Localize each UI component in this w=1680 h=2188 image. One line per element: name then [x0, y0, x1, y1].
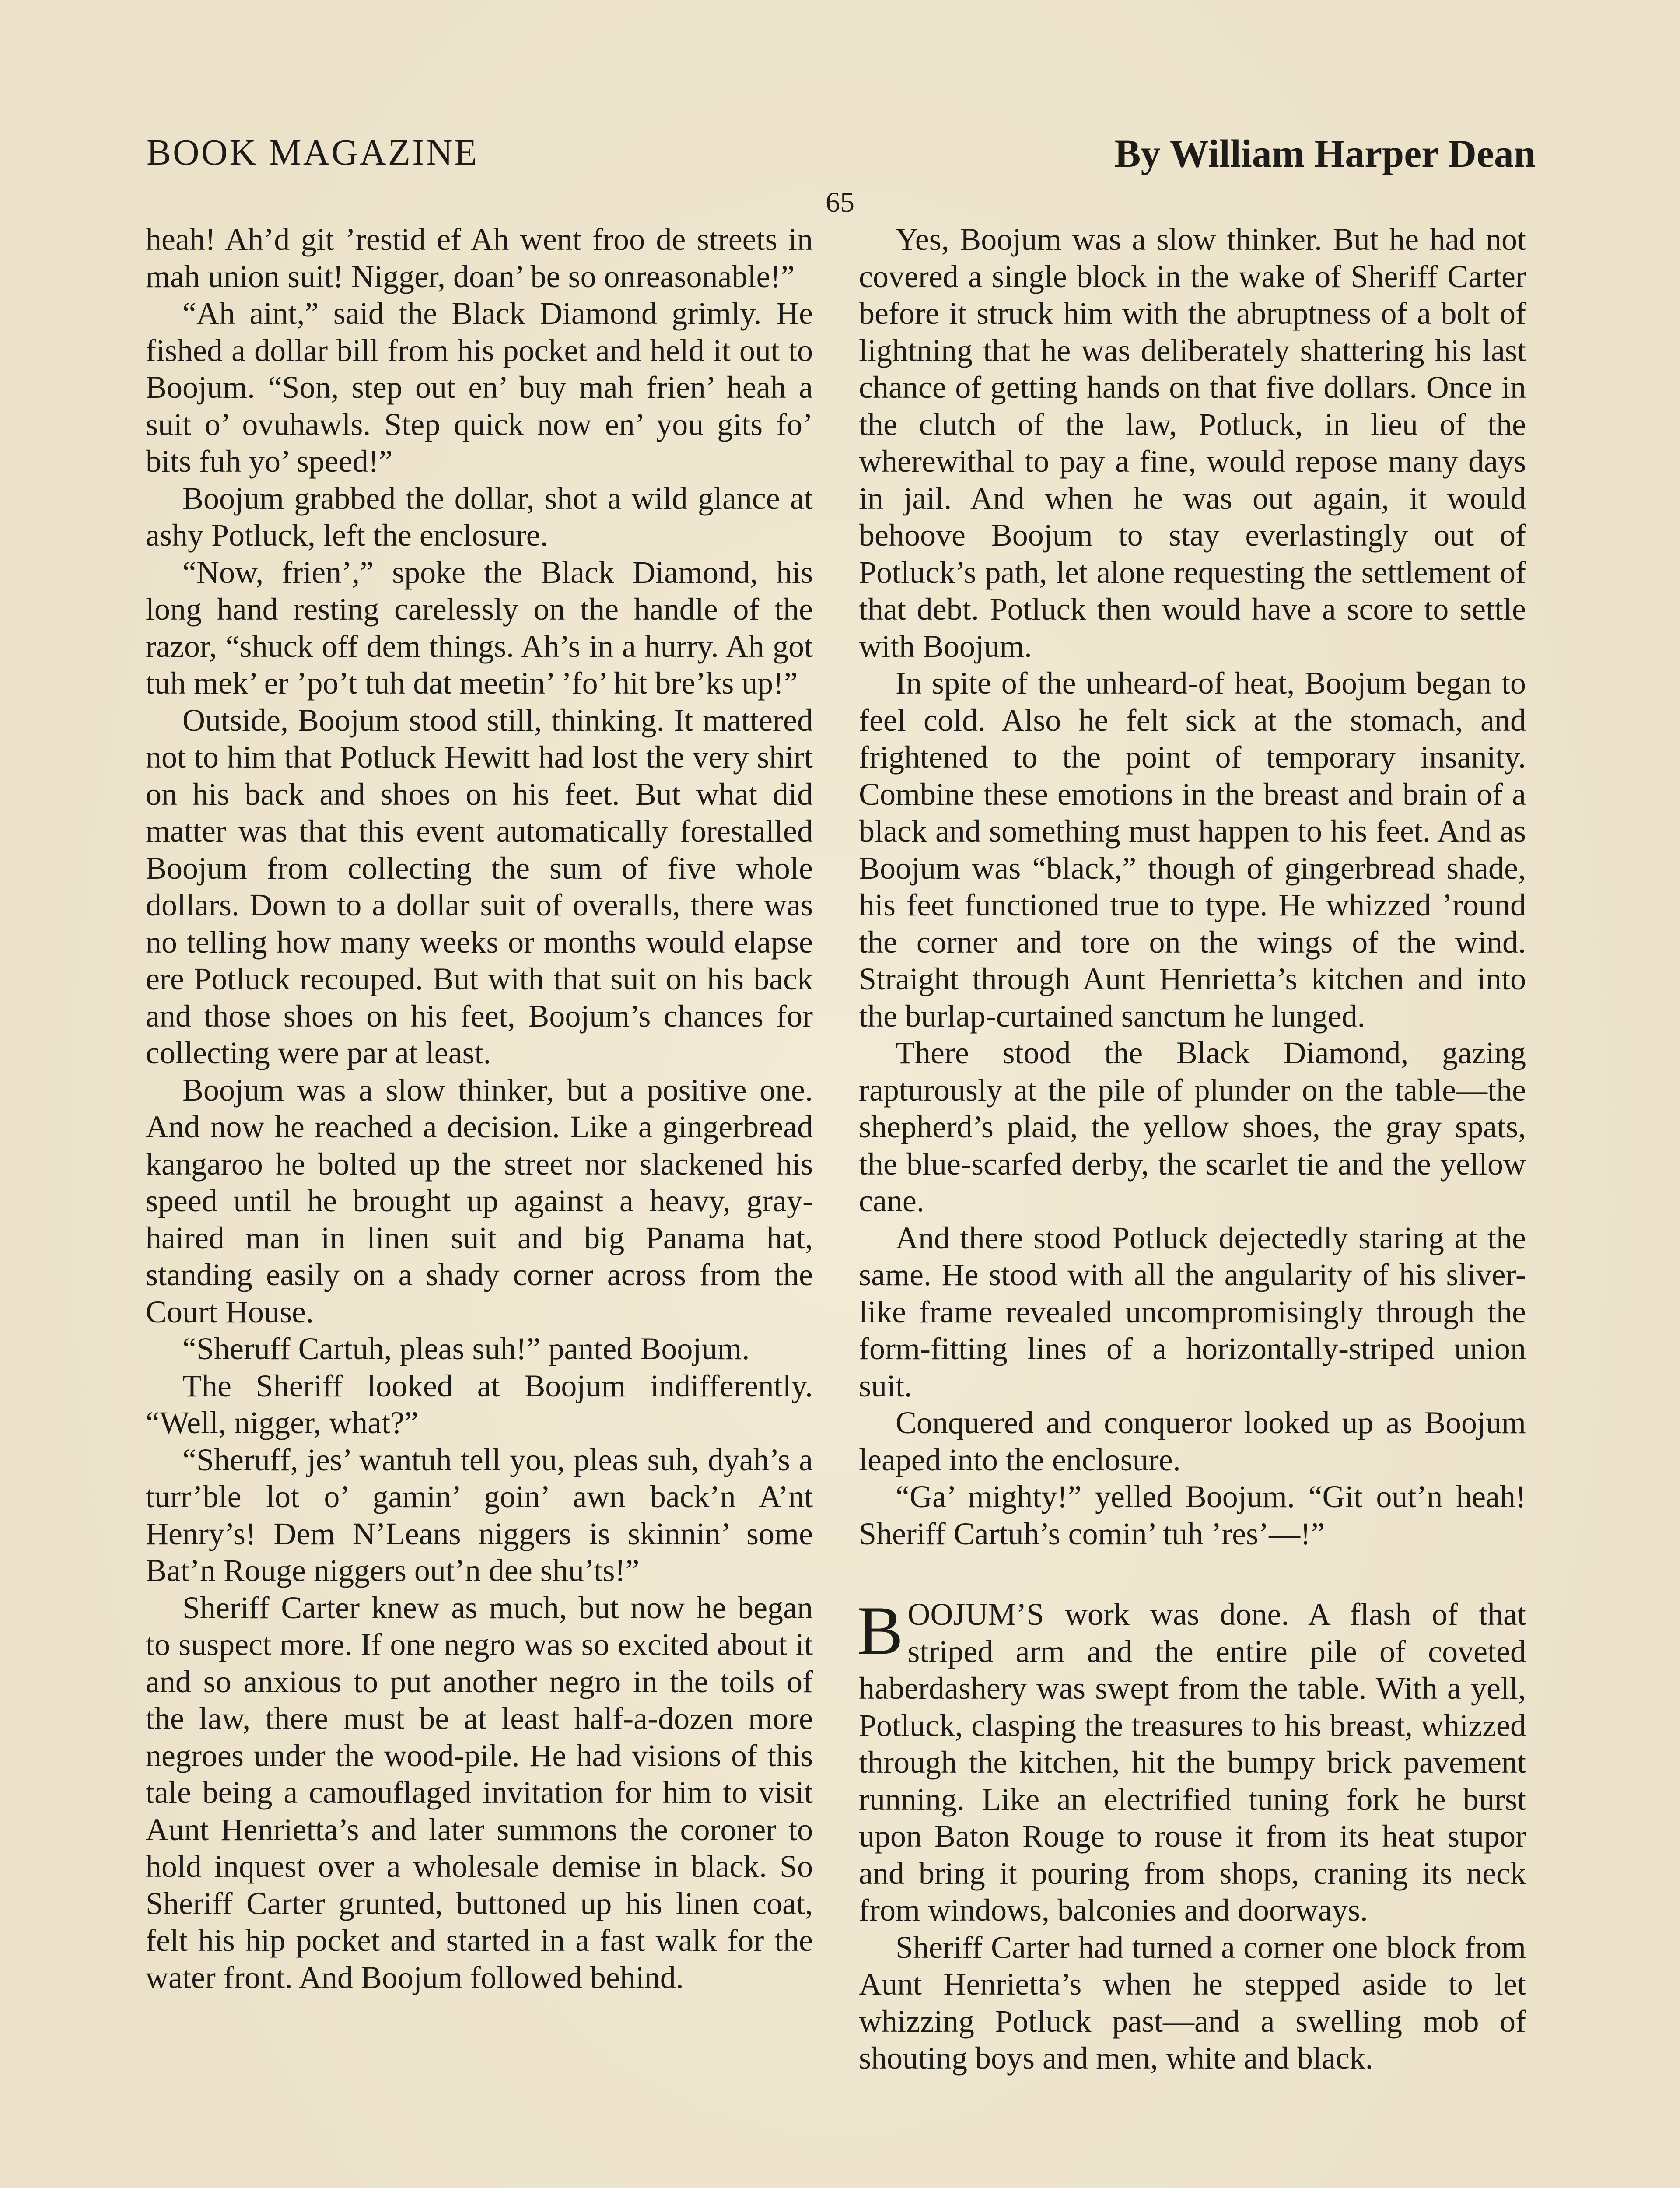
paragraph: “Sheruff Cartuh, pleas suh!” panted Boojum. [182, 1331, 750, 1366]
paragraph: In spite of the unheard-of heat, Boojum began to feel cold. Also he felt sick at the stomach, and frightened to the point of temporary insanity. Combine these emotions in the breast and brain of a black and something must happen to his feet. And as Boojum was “black,” though of gingerbread shade, his feet functioned true to type. He whizzed ’round the corner and tore on the wings of the wind. Straight through Aunt Henrietta’s kitchen and into the burlap-curtained sanctum he lunged. [859, 666, 1526, 1034]
drop-cap-paragraph [857, 1592, 1526, 1929]
paragraph: “Sheruff, jes’ wantuh tell you, pleas suh, dyah’s a turr’ble lot o’ gamin’ goin’ awn back’n A’nt Henry’s! Dem N’Leans niggers is skinnin’ some Bat’n Rouge niggers out’n dee shu’ts!” [146, 1442, 813, 1588]
paragraph: The Sheriff looked at Boojum indifferently. “Well, nigger, what?” [146, 1368, 813, 1440]
drop-cap-paragraph-text: OOJUM’S work was done. A flash of that striped arm and the entire pile of coveted haberdashery was swept from the table. With a yell, Potluck, clasping the treasures to his breast, whizzed through the kitchen, hit the bumpy brick pavement running. Like an electrified tuning fork he burst upon Baton Rouge to rouse it from its heat stupor and bring it pouring from shops, craning its neck from windows, balconies and doorways. [859, 1597, 1526, 1928]
paragraph: “Ga’ mighty!” yelled Boojum. “Git out’n heah! Sheriff Cartuh’s comin’ tuh ’res’—!” [859, 1479, 1526, 1551]
page-number: 65 [826, 186, 854, 218]
paragraph: There stood the Black Diamond, gazing rapturously at the pile of plunder on the table—the shepherd’s plaid, the yellow shoes, the gray spats, the blue-scarfed derby, the scarlet tie and the yellow cane. [859, 1035, 1526, 1218]
section-break [859, 1552, 1526, 1596]
paragraph: “Now, frien’,” spoke the Black Diamond, his long hand resting carelessly on the handle of the razor, “shuck off dem things. Ah’s in a hurry. Ah got tuh mek’ er ’po’t tuh dat meetin’ ’fo’ hit bre’ks up!” [146, 554, 813, 701]
paragraph: Sheriff Carter had turned a corner one block from Aunt Henrietta’s when he stepped aside to let whizzing Potluck past—and a swelling mob of shouting boys and men, white and black. [859, 1929, 1526, 2076]
paragraph: Sheriff Carter knew as much, but now he began to suspect more. If one negro was so excited about it and so anxious to put another negro in the toils of the law, there must be at least half-a-dozen more negroes under the wood-pile. He had visions of this tale being a camouflaged invitation for him to visit Aunt Henrietta’s and later summons the coroner to hold inquest over a wholesale demise in black. So Sheriff Carter grunted, buttoned up his linen coat, felt his hip pocket and started in a fast walk for the water front. And Boojum followed behind. [146, 1590, 813, 1995]
paragraph: Conquered and conqueror looked up as Boojum leaped into the enclosure. [859, 1405, 1526, 1477]
paragraph: Outside, Boojum stood still, thinking. It mattered not to him that Potluck Hewitt had lost the very shirt on his back and shoes on his feet. But what did matter was that this event automatically forestalled Boojum from collecting the sum of five whole dollars. Down to a dollar suit of overalls, there was no telling how many weeks or months would elapse ere Potluck recouped. But with that suit on his back and those shoes on his feet, Boojum’s chances for collecting were par at least. [146, 702, 813, 1070]
right-column [859, 221, 1526, 2077]
magazine-title: BOOK MAGAZINE [147, 132, 479, 173]
paragraph: Boojum was a slow thinker, but a positive one. And now he reached a decision. Like a gingerbread kangaroo he bolted up the street nor slackened his speed until he brought up against a heavy, gray-haired man in linen suit and big Panama hat, standing easily on a shady corner across from the Court House. [146, 1072, 813, 1329]
drop-cap-letter: B [857, 1592, 903, 1669]
author-byline: By William Harper Dean [1114, 132, 1536, 175]
right-column-section-2 [857, 1592, 1526, 2077]
paragraph: Boojum grabbed the dollar, shot a wild glance at ashy Potluck, left the enclosure. [146, 480, 813, 553]
paragraph: Yes, Boojum was a slow thinker. But he had not covered a single block in the wake of Sheriff Carter before it struck him with the abruptness of a bolt of lightning that he was deliberately shattering his last chance of getting hands on that five dollars. Once in the clutch of the law, Potluck, in lieu of the wherewithal to pay a fine, would repose many days in jail. And when he was out again, it would behoove Boojum to stay everlastingly out of Potluck’s path, let alone requesting the settlement of that debt. Potluck then would have a score to settle with Boojum. [859, 222, 1526, 664]
paragraph: “Ah aint,” said the Black Diamond grimly. He fished a dollar bill from his pocket and held it out to Boojum. “Son, step out en’ buy mah frien’ heah a suit o’ ovuhawls. Step quick now en’ you gits fo’ bits fuh yo’ speed!” [146, 296, 813, 479]
right-column-section-1 [859, 221, 1526, 1552]
paragraph: heah! Ah’d git ’restid ef Ah went froo de streets in mah union suit! Nigger, doan’ be so onreasonable!” [146, 222, 813, 294]
paragraph: And there stood Potluck dejectedly staring at the same. He stood with all the angularity of his sliver-like frame revealed uncompromisingly through the form-fitting lines of a horizontally-striped union suit. [859, 1220, 1526, 1403]
left-column [146, 221, 813, 1996]
